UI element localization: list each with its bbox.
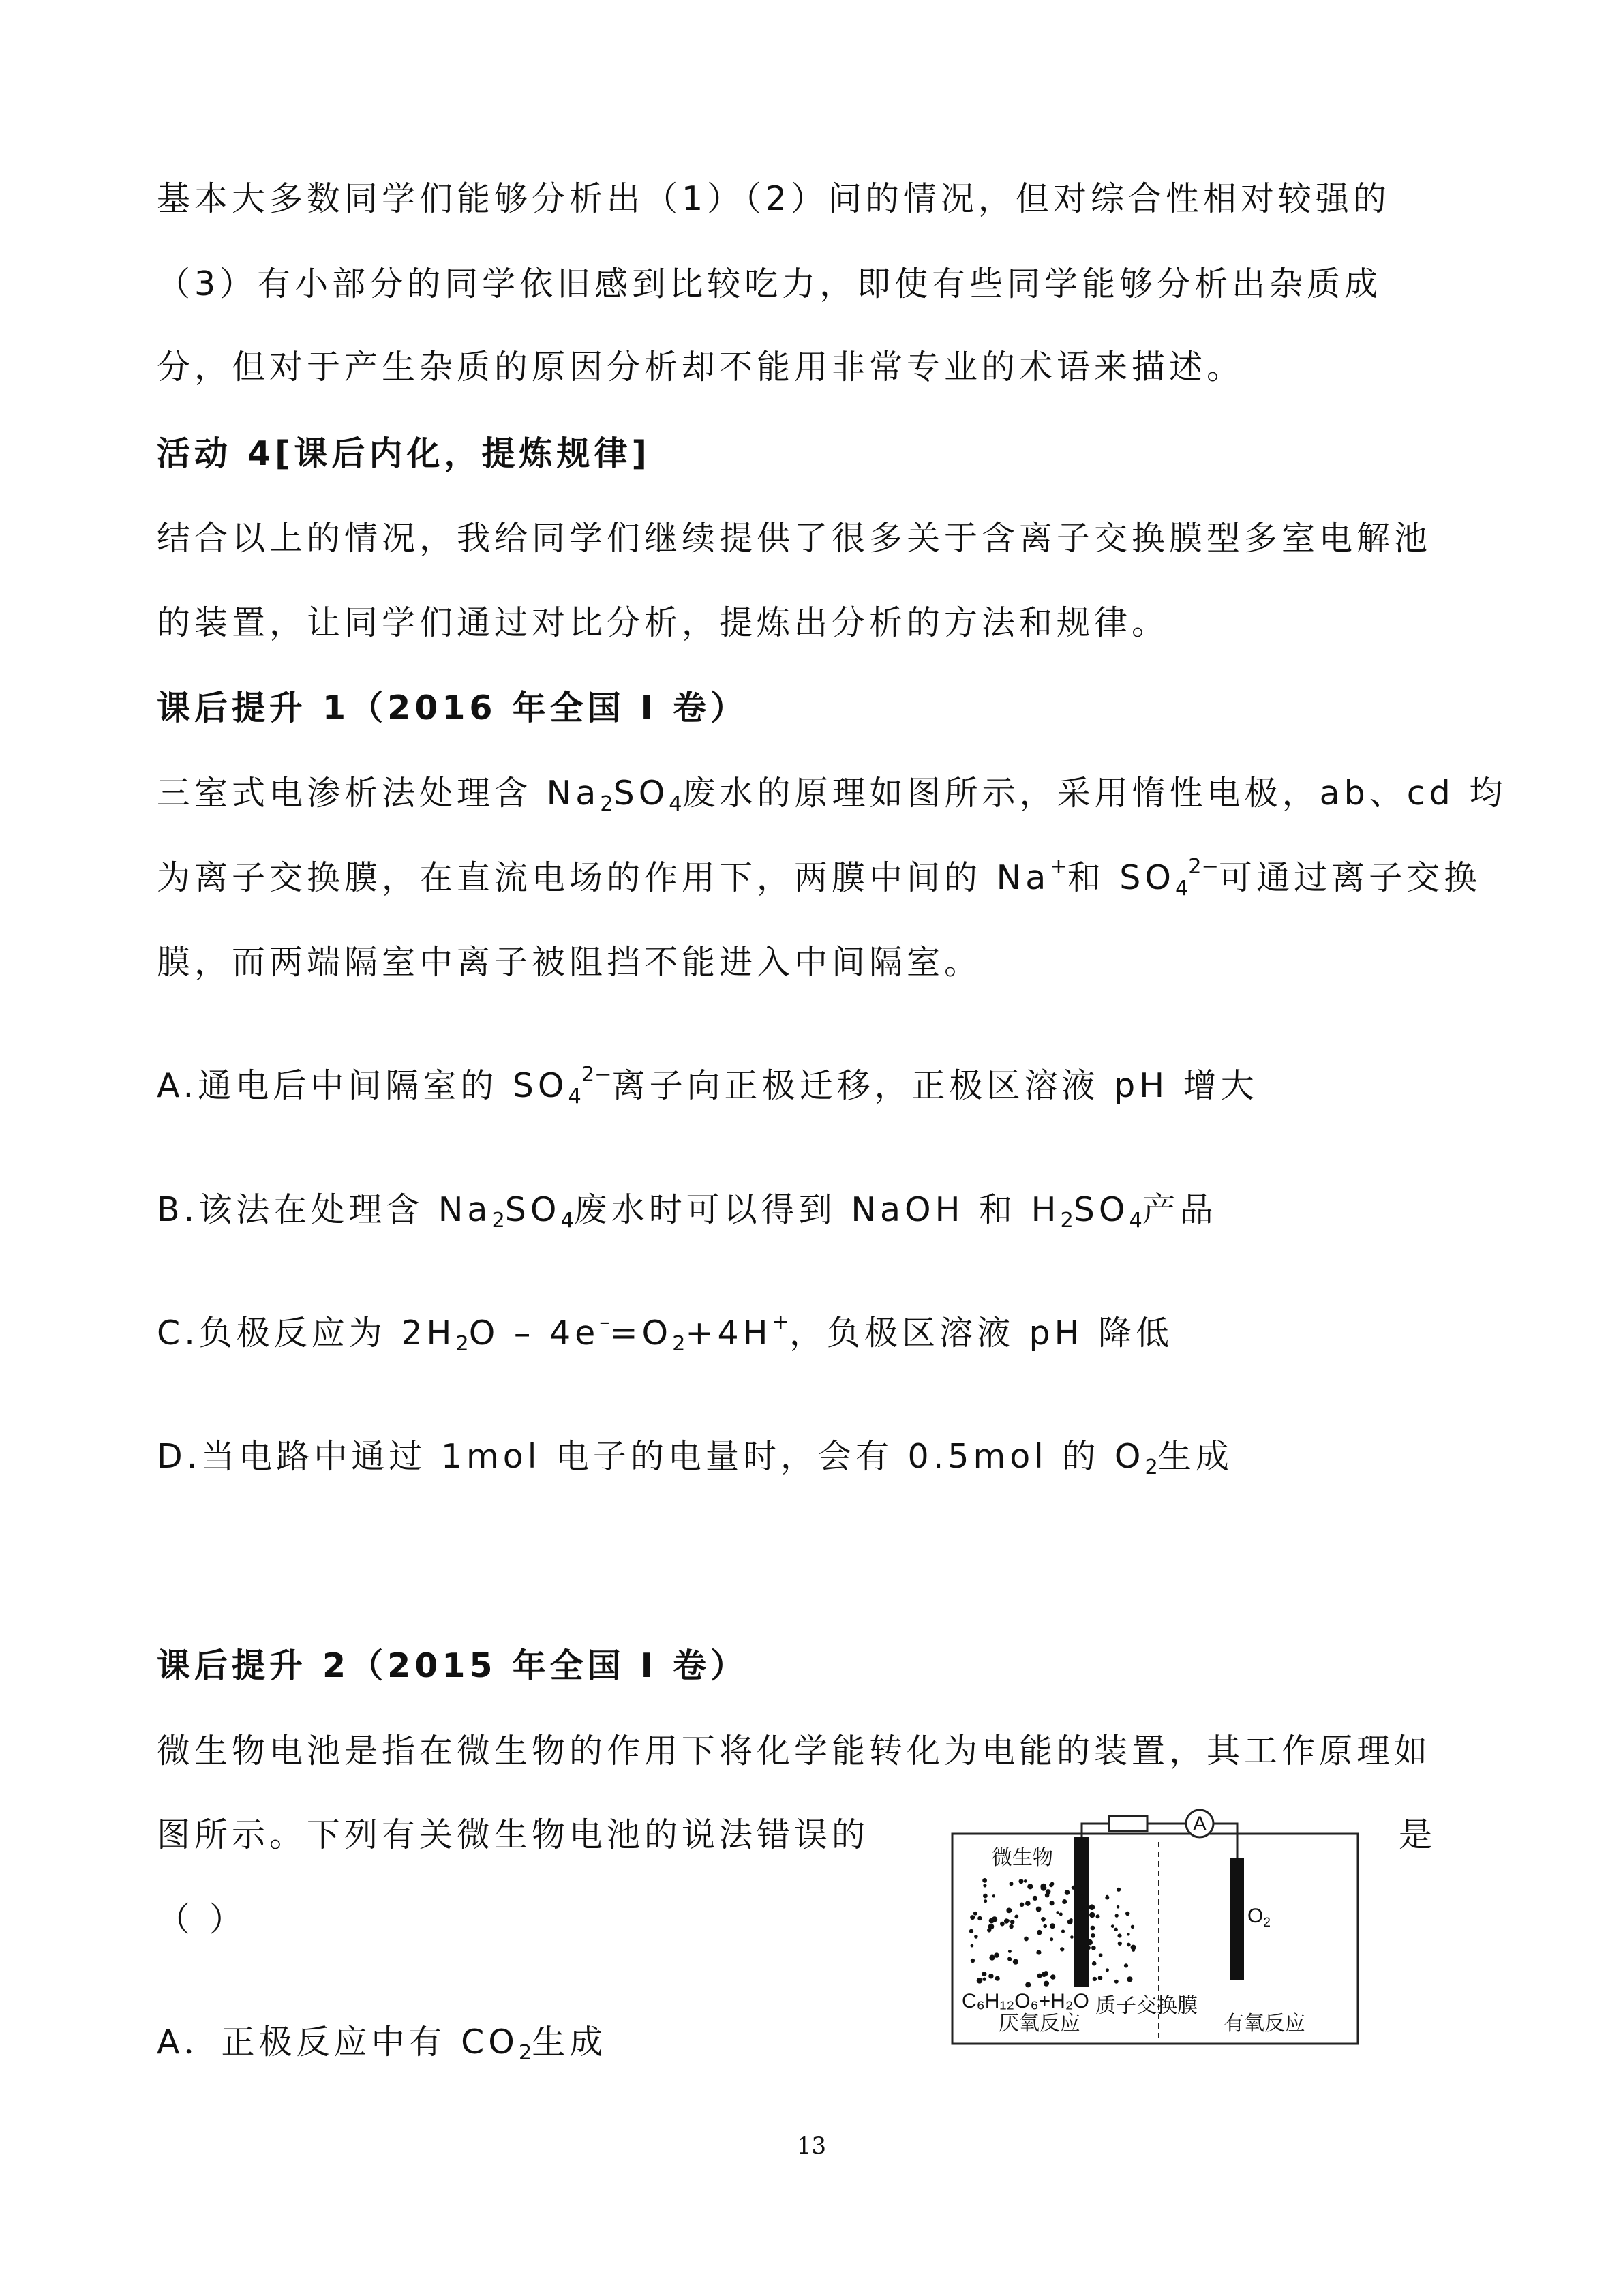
paragraph-line: 的装置，让同学们通过对比分析，提炼出分析的方法和规律。: [157, 603, 1170, 642]
microbe-dot: [973, 1912, 977, 1916]
microbe-dot: [992, 1916, 997, 1922]
microbe-dot: [1007, 1957, 1012, 1961]
microbe-dot: [1091, 1946, 1096, 1950]
microbe-dot: [1040, 1884, 1046, 1890]
microbial-cell-diagram: [944, 1800, 1367, 2052]
microbe-dot: [1062, 1899, 1067, 1904]
microbe-dot: [1105, 1896, 1109, 1900]
question-2-stem-tail: 是: [1399, 1815, 1437, 1854]
microbe-dot: [1025, 1901, 1031, 1906]
microbe-dots: [969, 1878, 1136, 1987]
microbe-dot: [983, 1884, 986, 1887]
microbe-dot: [1099, 1953, 1103, 1957]
microbe-dot: [982, 1878, 987, 1883]
microbe-dot: [1106, 1968, 1109, 1972]
microbe-dot: [1125, 1912, 1129, 1916]
microbe-dot: [1056, 1911, 1059, 1914]
microbe-dot: [1087, 1939, 1093, 1946]
question-2-heading: 课后提升 2（2015 年全国 I 卷）: [157, 1646, 748, 1685]
microbe-dot: [1127, 1933, 1130, 1936]
microbe-dot: [984, 1899, 987, 1903]
question-1-stem-line: 三室式电渗析法处理含 $Na_2SO_4$废水的原理如图所示，采用惰性电极，ab、cd 均: [157, 774, 1507, 817]
paragraph-line: 结合以上的情况，我给同学们继续提供了很多关于含离子交换膜型多室电解池: [157, 519, 1432, 558]
question-1-option-b: B.该法在处理含 $Na_2SO_4$废水时可以得到 NaOH 和 $H_2SO_4$产品: [157, 1190, 1217, 1233]
question-1-option-c: C.负极反应为 $2H_2O - 4e^-=O_2+4H^+$，负极区溶液 pH 降低: [157, 1310, 1174, 1357]
microbe-dot: [1076, 1891, 1080, 1894]
paragraph-line: （3）有小部分的同学依旧感到比较吃力，即使有些同学能够分析出杂质成: [157, 265, 1382, 303]
o2-label: $O_2$: [1247, 1905, 1271, 1930]
microbe-dot: [1117, 1933, 1121, 1937]
microbe-dot: [1041, 1917, 1046, 1922]
microbe-dot: [1025, 1982, 1031, 1987]
question-1-option-a: A.通电后中间隔室的 $SO_4^{2-}$离子向正极迁移，正极区溶液 pH 增大: [157, 1063, 1258, 1109]
microbe-dot: [1111, 1924, 1114, 1928]
microbe-dot: [1000, 1922, 1005, 1927]
paragraph-line: 分，但对于产生杂质的原因分析却不能用非常专业的术语来描述。: [157, 348, 1245, 387]
microbe-dot: [1061, 1929, 1065, 1933]
microbe-dot: [1131, 1925, 1134, 1929]
microbe-dot: [1008, 1950, 1012, 1953]
microbe-dot: [1049, 1883, 1053, 1887]
microbe-dot: [1089, 1904, 1095, 1910]
microbe-dot: [1127, 1943, 1131, 1947]
resistor: [1109, 1816, 1147, 1831]
microbe-dot: [1078, 1971, 1081, 1974]
microbe-dot: [1050, 1974, 1055, 1979]
question-2-stem-line: 图所示。下列有关微生物电池的说法错误的: [157, 1815, 870, 1854]
microbe-dot: [1010, 1920, 1015, 1924]
microbe-dot: [1091, 1926, 1095, 1931]
microbe-dot: [1087, 1946, 1091, 1950]
membrane-label: 质子交换膜: [1095, 1995, 1198, 2017]
microbe-dot: [1098, 1976, 1103, 1980]
microbe-dot: [1042, 1972, 1047, 1977]
microbe-dot: [1014, 1915, 1018, 1919]
microbe-dot: [1010, 1882, 1014, 1886]
question-1-stem-line: 为离子交换膜，在直流电场的作用下，两膜中间的 Na+和 $SO_4^{2-}$可通过离子交换: [157, 855, 1482, 901]
microbe-dot: [1037, 1930, 1042, 1935]
microbe-dot: [1096, 1914, 1100, 1918]
microbe-dot: [1009, 1924, 1014, 1929]
question-1-option-d: D.当电路中通过 1mol 电子的电量时，会有 0.5mol 的 $O_2$生成: [157, 1437, 1233, 1480]
ammeter-label: A: [1192, 1813, 1207, 1835]
microbe-dot: [1132, 1948, 1135, 1952]
microbe-dot: [1050, 1901, 1055, 1905]
glucose-formula-label: C₆H₁₂O₆+H₂O: [962, 1990, 1089, 2012]
microbe-dot: [1070, 1935, 1074, 1939]
microbe-dot: [977, 1916, 982, 1920]
microbe-dot: [1006, 1919, 1010, 1922]
microbe-dot: [1093, 1977, 1097, 1981]
microbe-dot: [1050, 1937, 1053, 1941]
microbe-dot: [983, 1894, 988, 1899]
question-2-stem-line: 微生物电池是指在微生物的作用下将化学能转化为电能的装置，其工作原理如: [157, 1732, 1432, 1770]
microbe-dot: [1037, 1974, 1042, 1978]
microbe-dot: [1043, 1924, 1047, 1929]
microbe-dot: [994, 1952, 999, 1957]
microbe-dot: [1092, 1961, 1097, 1966]
microbe-dot: [1036, 1950, 1041, 1954]
activity-heading: 活动 4[课后内化，提炼规律]: [157, 434, 651, 473]
microbe-dot: [969, 1929, 973, 1933]
microbe-dot: [1127, 1976, 1132, 1982]
microbe-dot: [1033, 1896, 1037, 1901]
microbe-dot: [974, 1935, 978, 1939]
question-2-option-a: A．正极反应中有 $CO_2$生成: [157, 2023, 607, 2066]
microbe-dot: [1050, 1923, 1055, 1929]
microbe-dot: [1080, 1907, 1083, 1910]
microbe-dot: [1115, 1914, 1119, 1917]
microbe-dot: [1006, 1908, 1012, 1914]
microbe-dot: [1065, 1890, 1070, 1895]
page-number: 13: [796, 2132, 827, 2160]
microbe-dot: [1060, 1947, 1064, 1951]
microbe-dot: [1089, 1912, 1095, 1918]
microbe-dot: [1118, 1942, 1122, 1946]
microbe-dot: [1078, 1930, 1081, 1933]
microbe-dot: [1114, 1928, 1118, 1931]
microbe-dot: [1024, 1937, 1029, 1942]
cathode-electrode: [1230, 1858, 1244, 1980]
anode-electrode: [1074, 1837, 1089, 1987]
microbe-dot: [970, 1915, 975, 1920]
microbe-label: 微生物: [992, 1847, 1053, 1869]
microbe-dot: [995, 1976, 1000, 1981]
microbe-dot: [982, 1972, 986, 1976]
microbe-dot: [1027, 1884, 1033, 1889]
question-1-stem-line: 膜，而两端隔室中离子被阻挡不能进入中间隔室。: [157, 943, 982, 982]
microbe-dot: [1036, 1907, 1042, 1912]
anaerobic-label: 厌氧反应: [999, 2012, 1080, 2035]
microbe-dot: [1117, 1888, 1121, 1892]
question-2-answer-blank: （ ）: [157, 1900, 247, 1939]
microbe-dot: [988, 1974, 993, 1978]
microbe-dot: [987, 1928, 991, 1932]
microbe-dot: [1044, 1981, 1049, 1987]
microbe-dot: [1077, 1884, 1082, 1889]
microbe-dot: [1124, 1963, 1128, 1967]
microbe-dot: [1059, 1912, 1063, 1916]
microbe-dot: [1020, 1903, 1025, 1907]
microbe-dot: [1045, 1893, 1050, 1898]
microbe-dot: [989, 1955, 995, 1961]
microbe-dot: [1091, 1933, 1095, 1938]
microbe-dot: [1114, 1980, 1119, 1984]
microbe-dot: [1070, 1918, 1073, 1922]
microbe-dot: [1013, 1959, 1018, 1965]
microbe-dot: [1024, 1879, 1027, 1883]
aerobic-label: 有氧反应: [1224, 2012, 1305, 2035]
microbe-dot: [1019, 1879, 1024, 1884]
microbe-dot: [971, 1959, 975, 1963]
microbe-dot: [1080, 1894, 1084, 1898]
question-1-heading: 课后提升 1（2016 年全国 I 卷）: [157, 689, 748, 727]
microbe-dot: [971, 1944, 974, 1948]
microbe-dot: [982, 1978, 986, 1981]
microbe-dot: [977, 1978, 983, 1984]
microbe-dot: [1117, 1905, 1120, 1909]
paragraph-line: 基本大多数同学们能够分析出（1）（2）问的情况，但对综合性相对较强的: [157, 179, 1391, 218]
microbe-dot: [1072, 1886, 1076, 1890]
microbe-dot: [992, 1894, 995, 1897]
